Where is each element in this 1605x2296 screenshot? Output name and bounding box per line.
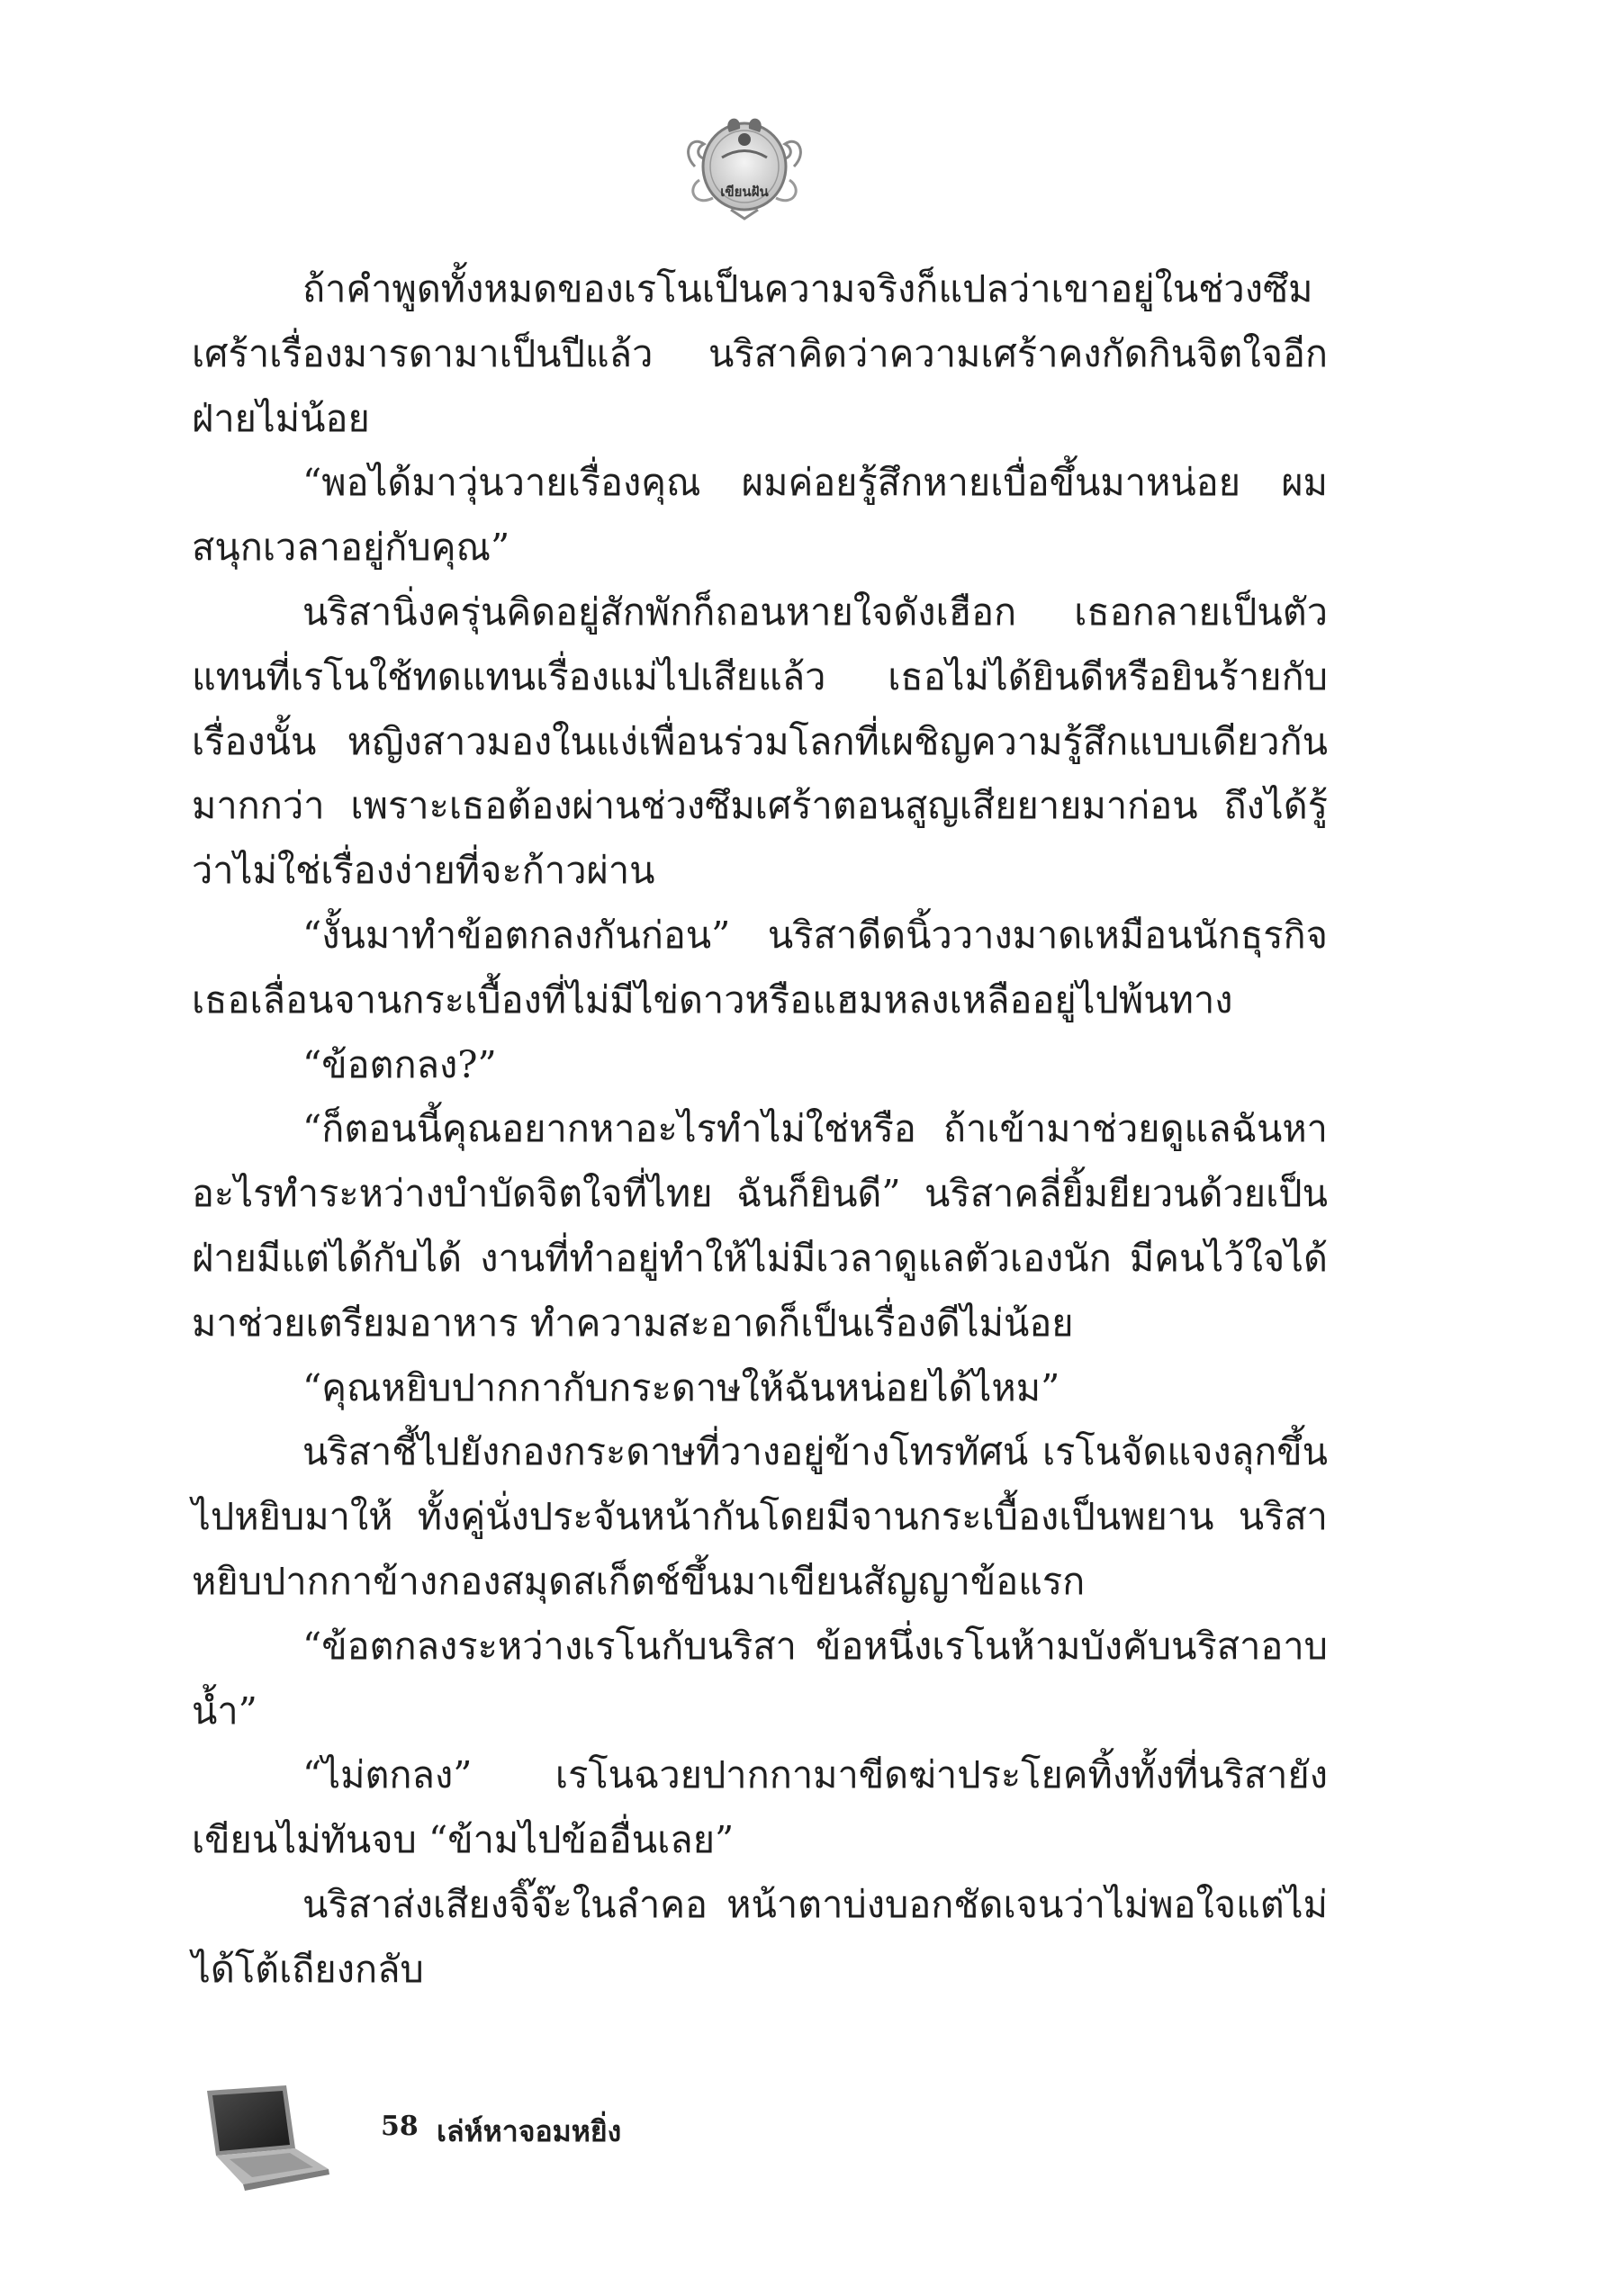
page-footer <box>189 2084 819 2205</box>
story-text <box>192 257 1328 2002</box>
emblem-ornament-icon <box>677 104 812 221</box>
paragraph: “ก็ตอนนี้คุณอยากหาอะไรทำไม่ใช่หรือ ถ้าเข้ามาช่วยดูแลฉันหาอะไรทำระหว่างบำบัดจิตใจที่ไทย ฉันก็ยินดี” นริสาคลี่ยิ้มยียวนด้วยเป็นฝ่ายมีแต่ได้กับได้ งานที่ทำอยู่ทำให้ไม่มีเวลาดูแลตัวเองนัก มีคนไว้ใจได้มาช่วยเตรียมอาหาร ทำความสะอาดก็เป็นเรื่องดีไม่น้อย <box>192 1106 1328 1345</box>
paragraph: ถ้าคำพูดทั้งหมดของเรโนเป็นความจริงก็แปลว่าเขาอยู่ในช่วงซึมเศร้าเรื่องมารดามาเป็นปีแล้ว นริสาคิดว่าความเศร้าคงกัดกินจิตใจอีกฝ่ายไม่น้อย <box>192 266 1328 440</box>
chapter-emblem <box>677 104 812 221</box>
laptop-icon <box>189 2084 333 2201</box>
paragraph: “ไม่ตกลง” เรโนฉวยปากกามาขีดฆ่าประโยคทิ้งทั้งที่นริสายังเขียนไม่ทันจบ “ข้ามไปข้ออื่นเลย” <box>192 1752 1328 1862</box>
book-title: เล่ห์หาจอมหยิ่ง <box>437 2114 622 2148</box>
paragraph: นริสาชี้ไปยังกองกระดาษที่วางอยู่ข้างโทรทัศน์ เรโนจัดแจงลุกขึ้นไปหยิบมาให้ ทั้งคู่นั่งประจันหน้ากันโดยมีจานกระเบื้องเป็นพยาน นริสาหยิบปากกาข้างกองสมุดสเก็ตช์ขึ้นมาเขียนสัญญาข้อแรก <box>192 1429 1328 1603</box>
paragraph: “คุณหยิบปากกากับกระดาษให้ฉันหน่อยได้ไหม” <box>302 1364 1060 1409</box>
paragraph: “พอได้มาวุ่นวายเรื่องคุณ ผมค่อยรู้สึกหายเบื่อขึ้นมาหน่อย ผมสนุกเวลาอยู่กับคุณ” <box>192 460 1328 570</box>
paragraph: “ข้อตกลงระหว่างเรโนกับนริสา ข้อหนึ่งเรโนห้ามบังคับนริสาอาบน้ำ” <box>192 1623 1328 1733</box>
paragraph: “งั้นมาทำข้อตกลงกันก่อน” นริสาดีดนิ้ววางมาดเหมือนนักธุรกิจ เธอเลื่อนจานกระเบื้องที่ไม่มีไข่ดาวหรือแฮมหลงเหลืออยู่ไปพ้นทาง <box>192 912 1328 1022</box>
page-number: 58 <box>381 2111 419 2142</box>
paragraph: “ข้อตกลง?” <box>302 1041 497 1086</box>
paragraph: นริสานิ่งครุ่นคิดอยู่สักพักก็ถอนหายใจดังเฮือก เธอกลายเป็นตัวแทนที่เรโนใช้ทดแทนเรื่องแม่ไปเสียแล้ว เธอไม่ได้ยินดีหรือยินร้ายกับเรื่องนั้น หญิงสาวมองในแง่เพื่อนร่วมโลกที่เผชิญความรู้สึกแบบเดียวกันมากกว่า เพราะเธอต้องผ่านช่วงซึมเศร้าตอนสูญเสียยายมาก่อน ถึงได้รู้ว่าไม่ใช่เรื่องง่ายที่จะก้าวผ่าน <box>192 589 1328 893</box>
emblem-text: เขียนฝัน <box>720 184 769 200</box>
paragraph: นริสาส่งเสียงจิ๊จ๊ะในลำคอ หน้าตาบ่งบอกชัดเจนว่าไม่พอใจแต่ไม่ได้โต้เถียงกลับ <box>192 1881 1328 1991</box>
